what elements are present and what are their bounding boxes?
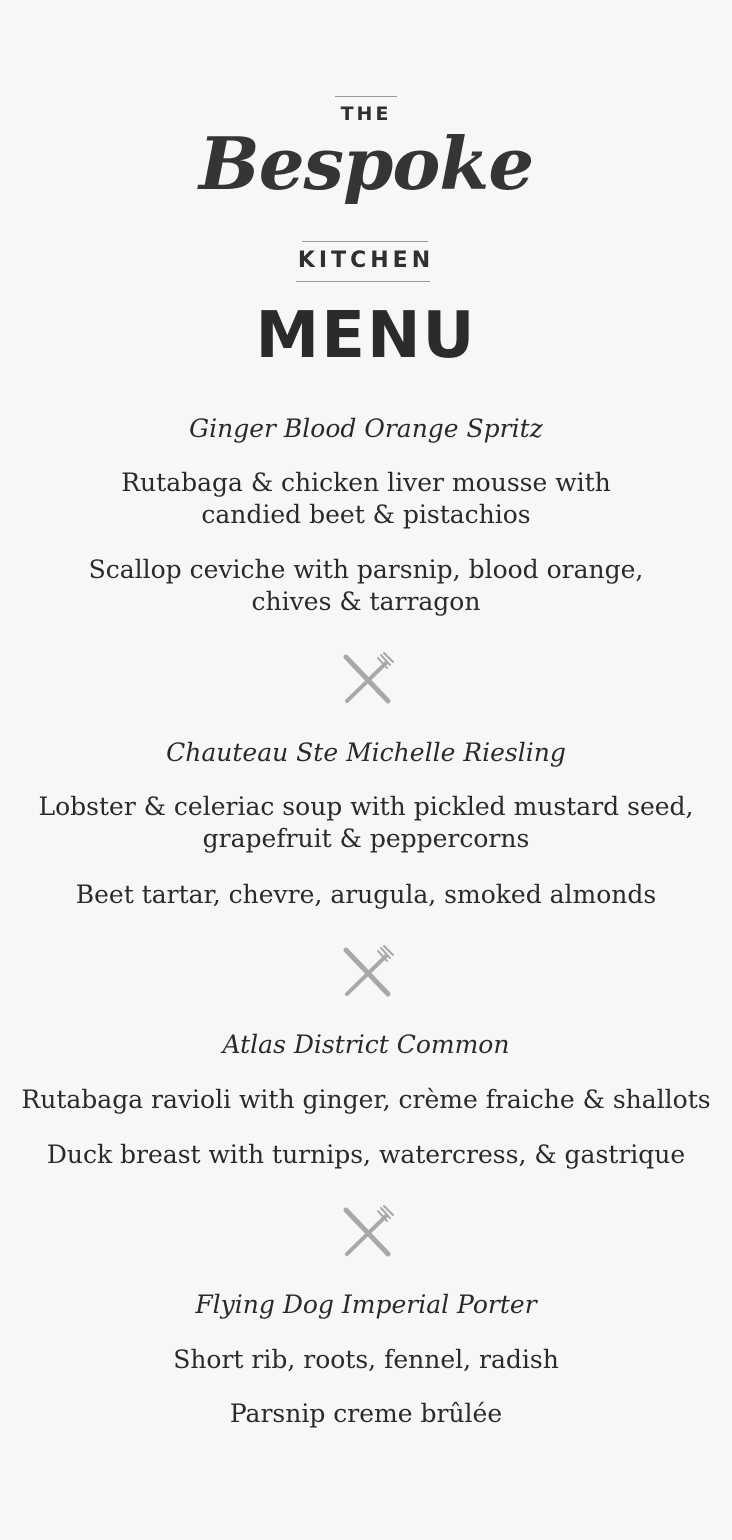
dish-line: grapefruit & peppercorns bbox=[202, 824, 530, 853]
logo-rule-bottom bbox=[296, 281, 430, 282]
crossed-fork-knife-icon bbox=[338, 1204, 396, 1260]
dish-line: Rutabaga & chicken liver mousse with bbox=[121, 468, 611, 497]
drink-pairing: Chauteau Ste Michelle Riesling bbox=[166, 738, 566, 767]
drink-pairing: Atlas District Common bbox=[222, 1030, 510, 1059]
drink-pairing: Flying Dog Imperial Porter bbox=[195, 1290, 537, 1319]
restaurant-logo bbox=[0, 0, 732, 300]
drink-pairing: Ginger Blood Orange Spritz bbox=[189, 414, 543, 443]
logo-the: THE bbox=[340, 103, 392, 125]
logo-rule-mid bbox=[302, 241, 428, 242]
logo-kitchen: KITCHEN bbox=[297, 248, 435, 273]
dish-line: Beet tartar, chevre, arugula, smoked almonds bbox=[75, 880, 657, 909]
logo-script: Bespoke bbox=[198, 121, 534, 206]
dish-line: Parsnip creme brûlée bbox=[229, 1399, 503, 1428]
dish-line: chives & tarragon bbox=[251, 587, 481, 616]
page-title: MENU bbox=[255, 299, 477, 373]
crossed-fork-knife-icon bbox=[338, 651, 396, 707]
logo-rule-top bbox=[335, 96, 397, 97]
dish-line: Lobster & celeriac soup with pickled mustard seed, bbox=[38, 792, 694, 821]
dish-line: Duck breast with turnips, watercress, & gastrique bbox=[46, 1140, 686, 1169]
dish-line: candied beet & pistachios bbox=[201, 500, 531, 529]
dish-line: Short rib, roots, fennel, radish bbox=[173, 1345, 559, 1374]
dish-line: Scallop ceviche with parsnip, blood orange, bbox=[88, 555, 644, 584]
crossed-fork-knife-icon bbox=[338, 944, 396, 1000]
dish-line: Rutabaga ravioli with ginger, crème fraiche & shallots bbox=[21, 1085, 711, 1114]
